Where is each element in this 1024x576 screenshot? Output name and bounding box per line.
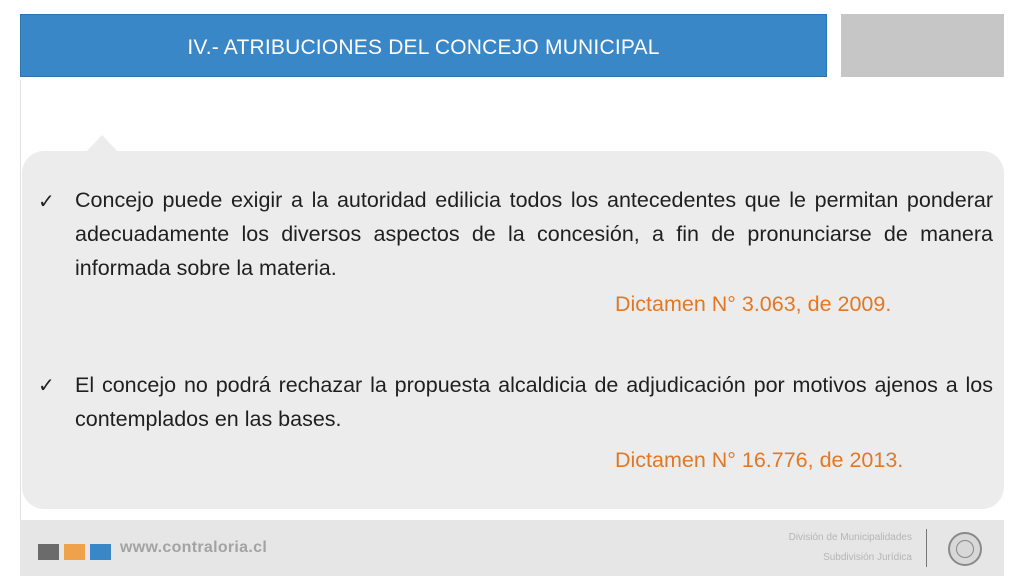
dictamen-reference-1: Dictamen N° 3.063, de 2009. bbox=[615, 292, 892, 316]
bullet-text-1: Concejo puede exigir a la autoridad edilicia todos los antecedentes que le permitan ponderar adecuadamente los diversos aspectos de la concesión, a fin de pronunciarse de manera informada sobre la materia. bbox=[75, 188, 993, 280]
footer-square-gray bbox=[38, 544, 59, 560]
bullet-text-2: El concejo no podrá rechazar la propuesta alcaldicia de adjudicación por motivos ajenos a los contemplados en las bases. bbox=[75, 373, 993, 431]
dictamen-reference-2: Dictamen N° 16.776, de 2013. bbox=[615, 448, 904, 472]
slide-title: IV.- ATRIBUCIONES DEL CONCEJO MUNICIPAL bbox=[187, 36, 660, 59]
seal-inner-ring bbox=[956, 540, 974, 558]
subdivision-label: Subdivisión Jurídica bbox=[823, 552, 912, 563]
website-link[interactable]: www.contraloria.cl bbox=[120, 539, 268, 556]
footer bbox=[20, 520, 1004, 576]
footer-square-blue bbox=[90, 544, 111, 560]
footer-separator bbox=[926, 529, 927, 567]
checkmark-icon: ✓ bbox=[38, 191, 55, 213]
footer-square-orange bbox=[64, 544, 85, 560]
title-bar bbox=[20, 14, 827, 77]
left-border-line bbox=[20, 80, 21, 520]
panel-notch bbox=[86, 135, 118, 152]
contraloria-seal-icon bbox=[948, 532, 982, 566]
header-gray-block bbox=[841, 14, 1004, 77]
division-label: División de Municipalidades bbox=[788, 532, 912, 543]
checkmark-icon: ✓ bbox=[38, 375, 55, 397]
